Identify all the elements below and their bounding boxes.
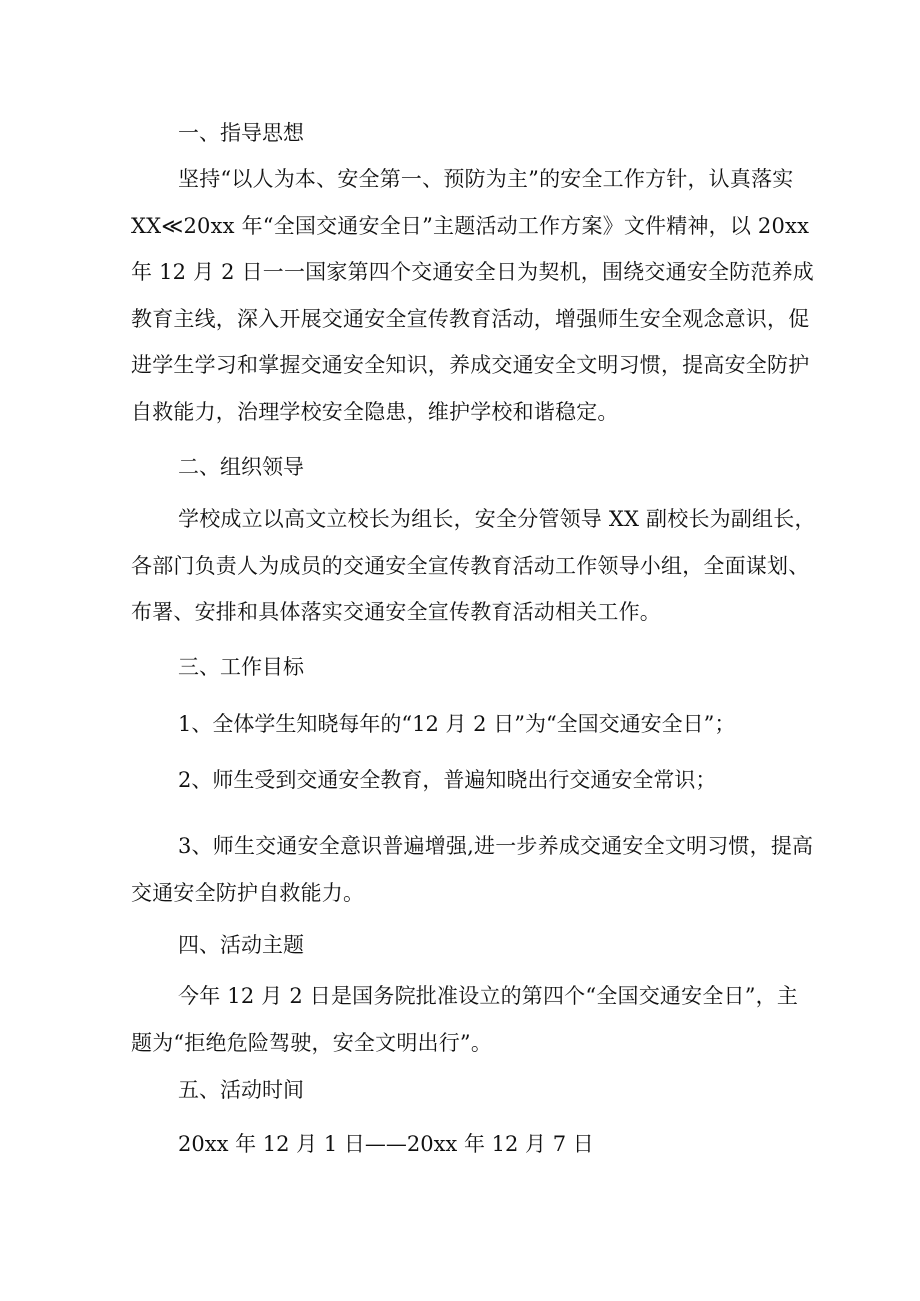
paragraph-line: 各部门负责人为成员的交通安全宣传教育活动工作领导小组，全面谋划、 — [131, 553, 810, 578]
paragraph-guiding-ideology — [131, 156, 814, 435]
paragraph-line: 自救能力，治理学校安全隐患，维护学校和谐稳定。 — [131, 399, 619, 424]
paragraph-organization — [131, 496, 816, 636]
section-heading-activity-time: 五、活动时间 — [178, 1078, 304, 1102]
goal-item-1: 1、全体学生知晓每年的“12 月 2 日”为“全国交通安全日”； — [178, 712, 736, 736]
paragraph-line: 教育主线，深入开展交通安全宣传教育活动，增强师生安全观念意识，促 — [131, 306, 810, 331]
paragraph-line: 交通安全防护自救能力。 — [131, 880, 365, 905]
section-heading-organization: 二、组织领导 — [178, 455, 304, 479]
paragraph-line: 3、师生交通安全意识普遍增强,进一步养成交通安全文明习惯，提高 — [178, 834, 814, 858]
activity-time-value: 20xx 年 12 月 1 日——20xx 年 12 月 7 日 — [178, 1132, 594, 1156]
paragraph-line: 题为“拒绝危险驾驶，安全文明出行”。 — [131, 1030, 493, 1055]
paragraph-line: 布署、安排和具体落实交通安全宣传教育活动相关工作。 — [131, 600, 661, 624]
paragraph-line: XX≪20xx 年“全国交通安全日”主题活动工作方案》文件精神，以 20xx — [131, 213, 810, 238]
goal-item-2: 2、师生受到交通安全教育，普遍知晓出行交通安全常识； — [178, 768, 717, 792]
paragraph-line: 进学生学习和掌握交通安全知识，养成交通安全文明习惯，提高安全防护 — [131, 353, 810, 377]
paragraph-line: 学校成立以高文立校长为组长，安全分管领导 XX 副校长为副组长， — [178, 507, 816, 531]
section-heading-guiding-ideology: 一、指导思想 — [178, 121, 304, 145]
section-heading-activity-theme: 四、活动主题 — [178, 933, 304, 957]
paragraph-line: 年 12 月 2 日一一国家第四个交通安全日为契机，围绕交通安全防范养成 — [131, 260, 814, 284]
paragraph-activity-theme — [131, 973, 797, 1066]
paragraph-line: 今年 12 月 2 日是国务院批准设立的第四个“全国交通安全日”，主 — [178, 984, 799, 1008]
goal-item-3 — [131, 823, 814, 916]
paragraph-line: 坚持“以人为本、安全第一、预防为主”的安全工作方针，认真落实 — [178, 167, 794, 191]
section-heading-work-goals: 三、工作目标 — [178, 655, 304, 679]
